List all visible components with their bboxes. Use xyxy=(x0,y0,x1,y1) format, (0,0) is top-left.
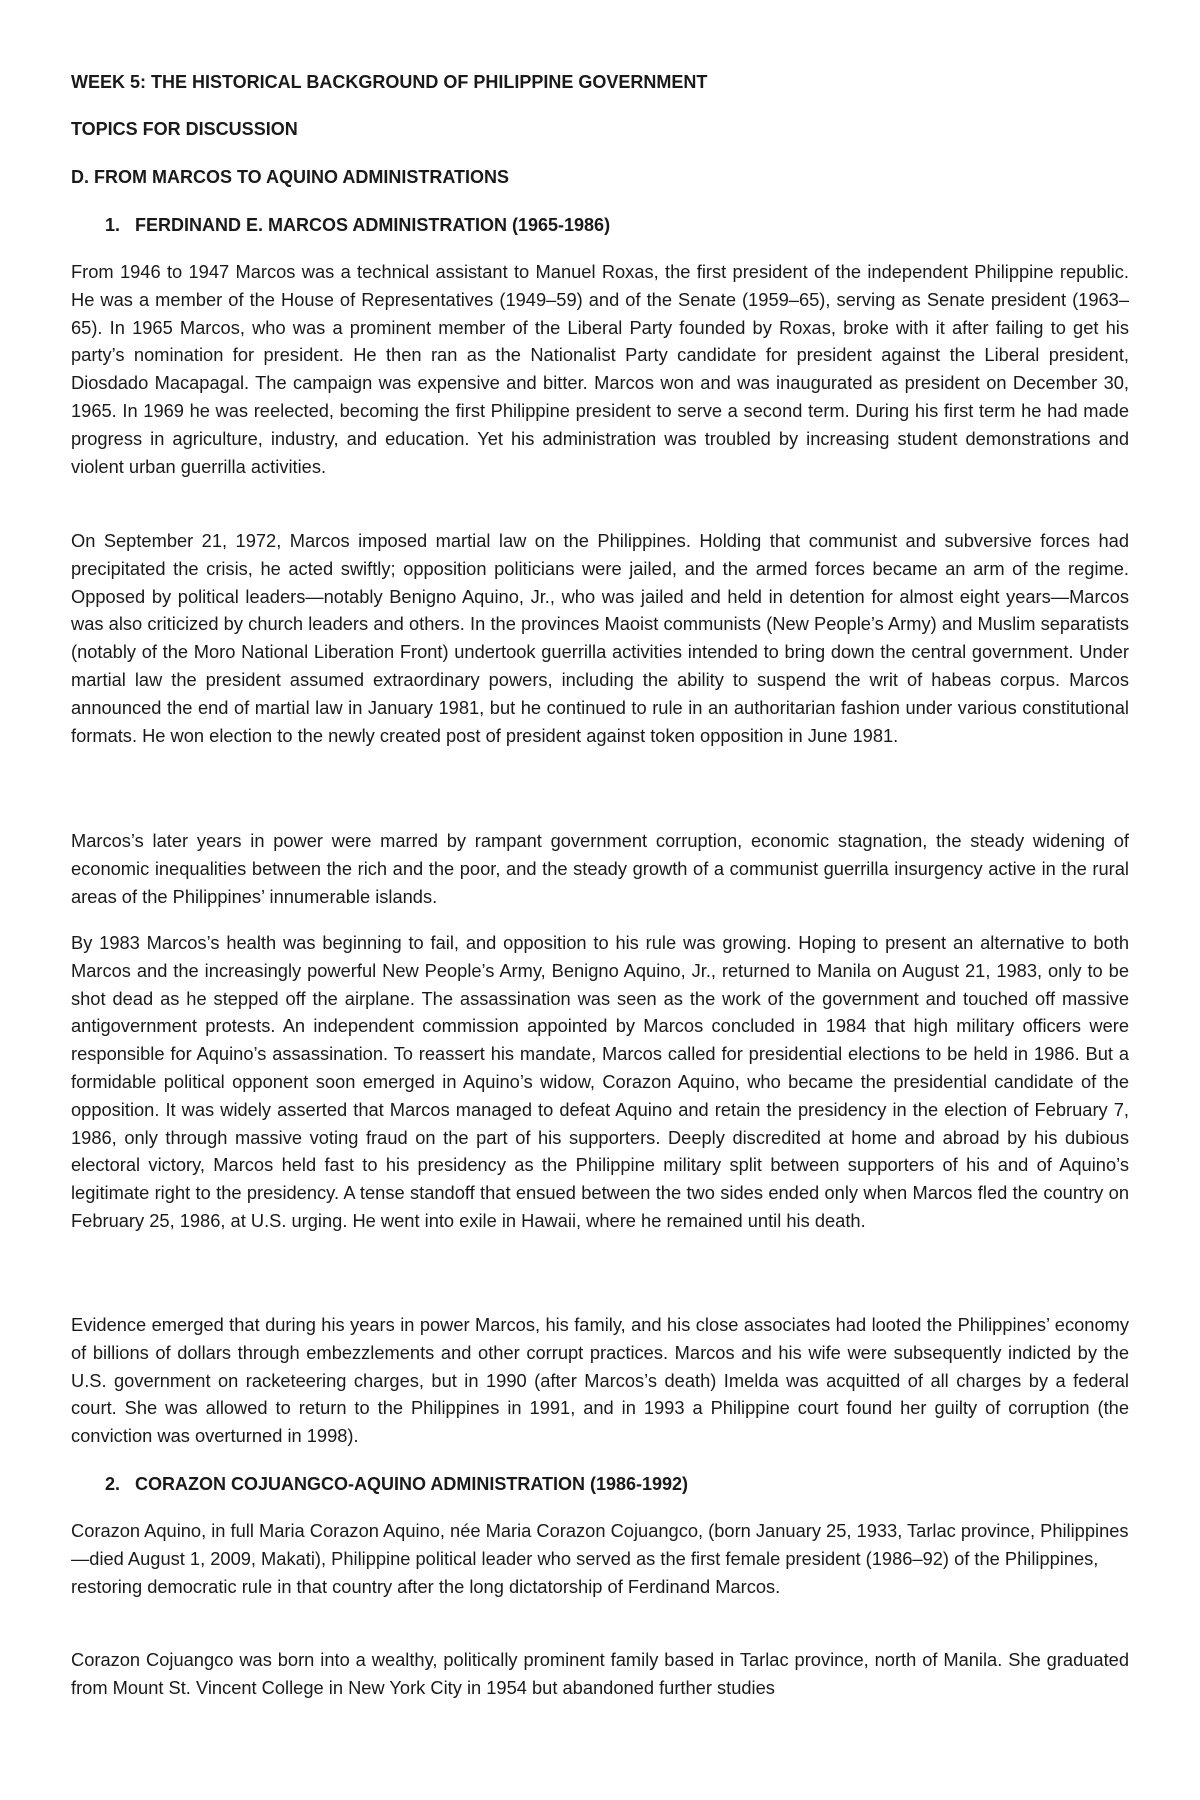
subsection-title: CORAZON COJUANGCO-AQUINO ADMINISTRATION (1986-1992) xyxy=(135,1474,689,1494)
paragraph: From 1946 to 1947 Marcos was a technical assistant to Manuel Roxas, the first president of the independent Philippine republic. He was a member of the House of Representatives (1949–59) and of the Senate (1959–65), serving as Senate president (1963–65). In 1965 Marcos, who was a prominent member of the Liberal Party founded by Roxas, broke with it after failing to get his party’s nomination for president. He then ran as the Nationalist Party candidate for president against the Liberal president, Diosdado Macapagal. The campaign was expensive and bitter. Marcos won and was inaugurated as president on December 30, 1965. In 1969 he was reelected, becoming the first Philippine president to serve a second term. During his first term he had made progress in agriculture, industry, and education. Yet his administration was troubled by increasing student demonstrations and violent urban guerrilla activities. xyxy=(71,261,1129,477)
paragraph: On September 21, 1972, Marcos imposed martial law on the Philippines. Holding that communist and subversive forces had precipitated the crisis, he acted swiftly; opposition politicians were jailed, and the armed forces became an arm of the regime. Opposed by political leaders—notably Benigno Aquino, Jr., who was jailed and held in detention for almost eight years—Marcos was also criticized by church leaders and others. In the provinces Maoist communists (New People’s Army) and Muslim separatists (notably of the Moro National Liberation Front) undertook guerrilla activities intended to bring down the central government. Under martial law the president assumed extraordinary powers, including the ability to suspend the writ of habeas corpus. Marcos announced the end of martial law in January 1981, but he continued to rule in an authoritarian fashion under various constitutional formats. He won election to the newly created post of president against token opposition in June 1981. xyxy=(71,530,1129,746)
subsection-heading-marcos xyxy=(105,215,610,236)
subsection-number: 2. xyxy=(105,1474,121,1494)
paragraph: Marcos’s later years in power were marred by rampant government corruption, economic stagnation, the steady widening of economic inequalities between the rich and the poor, and the steady growth of a communist guerrilla insurgency active in the rural areas of the Philippines’ innumerable islands. xyxy=(71,830,1129,907)
paragraph: Corazon Cojuangco was born into a wealthy, politically prominent family based in Tarlac province, north of Manila. She graduated from Mount St. Vincent College in New York City in 1954 but abandoned further studies xyxy=(71,1649,1129,1698)
paragraph: Evidence emerged that during his years in power Marcos, his family, and his close associates had looted the Philippines’ economy of billions of dollars through embezzlements and other corrupt practices. Marcos and his wife were subsequently indicted by the U.S. government on racketeering charges, but in 1990 (after Marcos’s death) Imelda was acquitted of all charges by a federal court. She was allowed to return to the Philippines in 1991, and in 1993 a Philippine court found her guilty of corruption (the conviction was overturned in 1998). xyxy=(71,1314,1129,1447)
topics-heading: TOPICS FOR DISCUSSION xyxy=(71,119,298,139)
section-heading: D. FROM MARCOS TO AQUINO ADMINISTRATIONS xyxy=(71,167,509,187)
subsection-title: FERDINAND E. MARCOS ADMINISTRATION (1965-1986) xyxy=(135,215,611,235)
paragraph: Corazon Aquino, in full Maria Corazon Aquino, née Maria Corazon Cojuangco, (born January 25, 1933, Tarlac province, Philippines—died August 1, 2009, Makati), Philippine political leader who served as the first female president (1986–92) of the Philippines, restoring democratic rule in that country after the long dictatorship of Ferdinand Marcos. xyxy=(71,1520,1129,1597)
paragraph: By 1983 Marcos’s health was beginning to fail, and opposition to his rule was growing. Hoping to present an alternative to both Marcos and the increasingly powerful New People’s Army, Benigno Aquino, Jr., returned to Manila on August 21, 1983, only to be shot dead as he stepped off the airplane. The assassination was seen as the work of the government and touched off massive antigovernment protests. An independent commission appointed by Marcos concluded in 1984 that high military officers were responsible for Aquino’s assassination. To reassert his mandate, Marcos called for presidential elections to be held in 1986. But a formidable political opponent soon emerged in Aquino’s widow, Corazon Aquino, who became the presidential candidate of the opposition. It was widely asserted that Marcos managed to defeat Aquino and retain the presidency in the election of February 7, 1986, only through massive voting fraud on the part of his supporters. Deeply discredited at home and abroad by his dubious electoral victory, Marcos held fast to his presidency as the Philippine military split between supporters of his and of Aquino’s legitimate right to the presidency. A tense standoff that ensued between the two sides ended only when Marcos fled the country on February 25, 1986, at U.S. urging. He went into exile in Hawaii, where he remained until his death. xyxy=(71,932,1129,1231)
subsection-number: 1. xyxy=(105,215,121,235)
document-title: WEEK 5: THE HISTORICAL BACKGROUND OF PHILIPPINE GOVERNMENT xyxy=(71,72,708,92)
subsection-heading-aquino xyxy=(105,1474,688,1495)
